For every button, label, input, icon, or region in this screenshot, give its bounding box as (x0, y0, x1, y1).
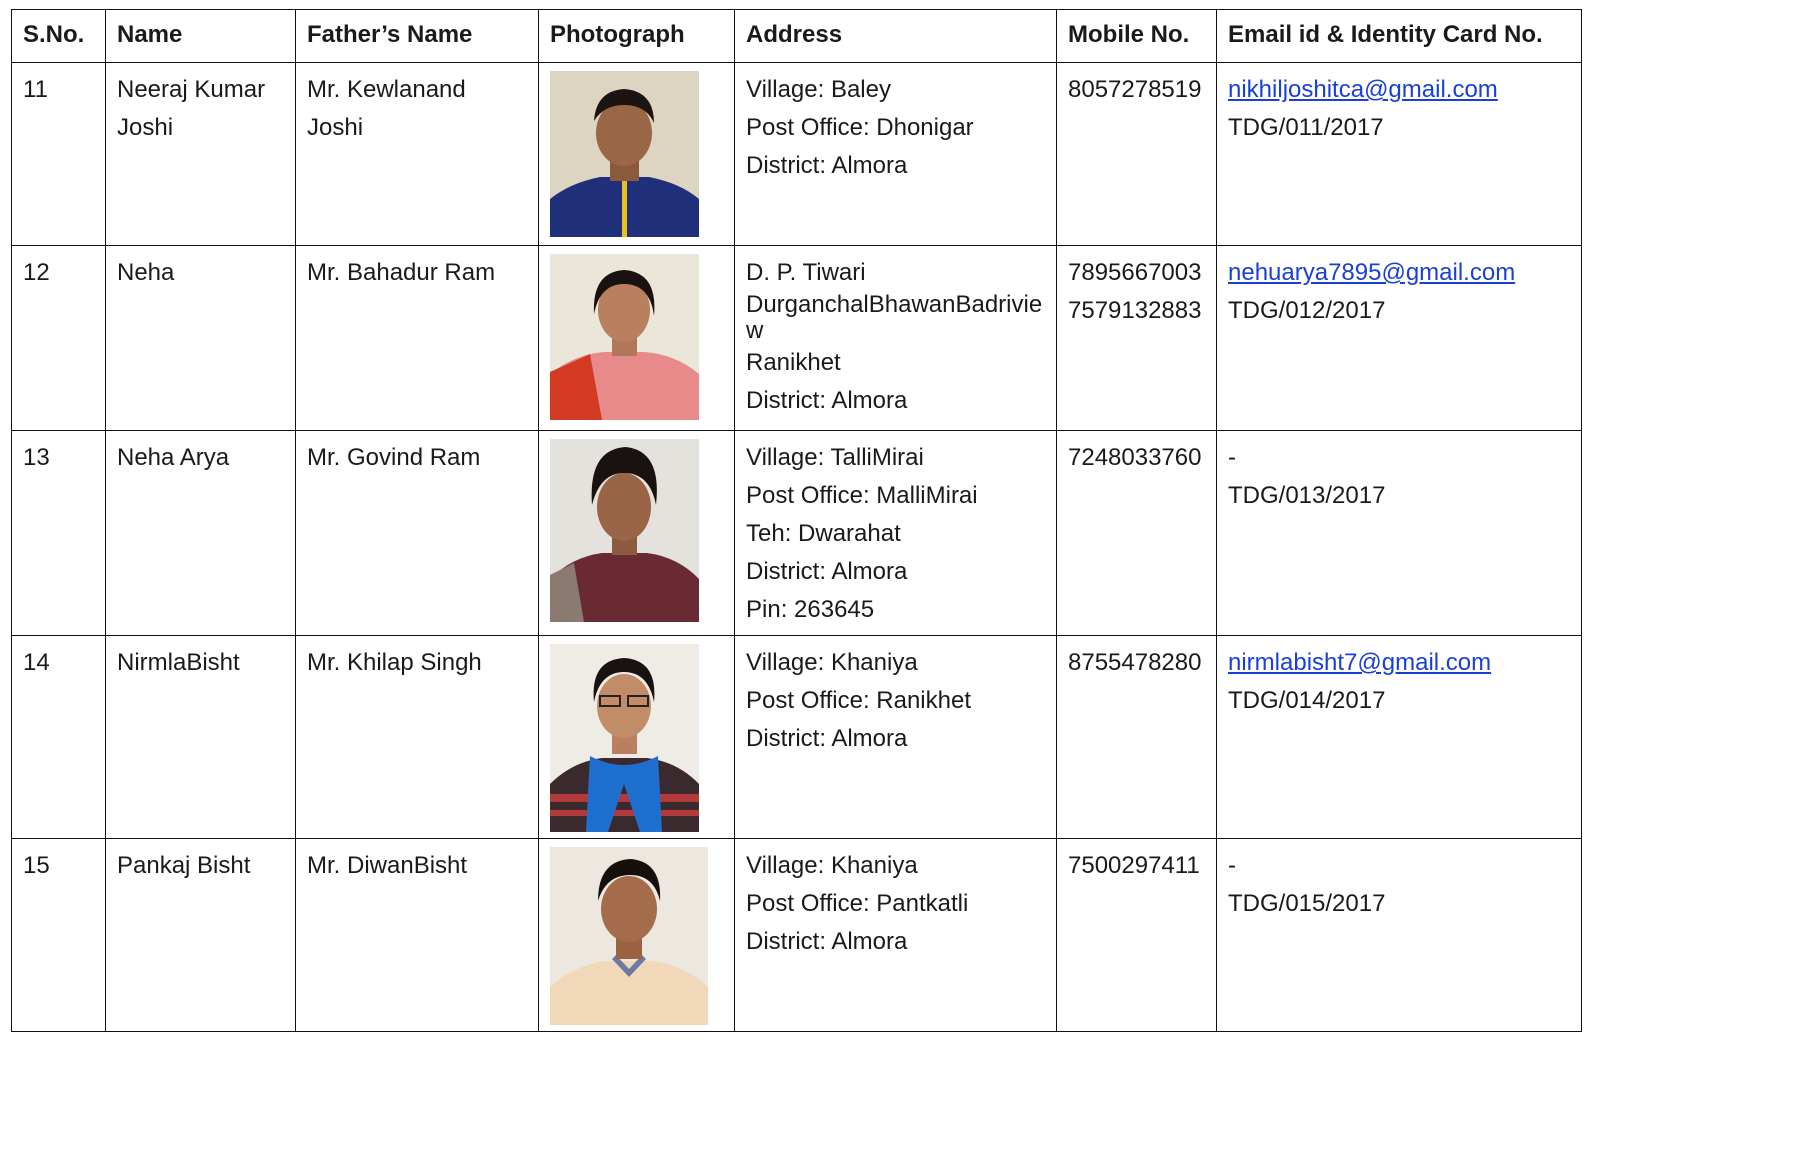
portrait-photo-icon (550, 71, 699, 237)
email-link[interactable]: nehuarya7895@gmail.com (1228, 259, 1516, 286)
cell-name (106, 636, 296, 839)
cell-father-name: Mr. Govind Ram (296, 431, 539, 636)
identity-card-number: TDG/011/2017 (1228, 114, 1384, 141)
cell-photograph (539, 431, 735, 636)
cell-father-name: Mr. Khilap Singh (296, 636, 539, 839)
cell-email-id-card (1217, 246, 1582, 431)
mobile-number: 8755478280 (1068, 649, 1202, 676)
email-link[interactable]: nikhiljoshitca@gmail.com (1228, 76, 1498, 103)
table-row (12, 636, 1582, 839)
cell-mobile (1057, 636, 1217, 839)
address-line: District: Almora (746, 387, 908, 414)
header-row (12, 10, 1582, 63)
portrait-photo-icon (550, 439, 699, 622)
cell-photograph (539, 839, 735, 1032)
header-photograph: Photograph (539, 10, 735, 63)
identity-card-number: TDG/015/2017 (1228, 890, 1386, 917)
mobile-number: 7895667003 (1068, 259, 1202, 286)
header-father-name: Father’s Name (296, 10, 539, 63)
cell-name (106, 431, 296, 636)
student-roster-table (11, 9, 1582, 1032)
address-line: Village: Khaniya (746, 852, 918, 879)
cell-mobile (1057, 246, 1217, 431)
cell-name (106, 246, 296, 431)
cell-address (735, 63, 1057, 246)
address-line: Ranikhet (746, 349, 841, 376)
cell-address (735, 431, 1057, 636)
cell-mobile (1057, 431, 1217, 636)
address-line: Post Office: MalliMirai (746, 482, 978, 509)
name-line: Pankaj Bisht (117, 852, 251, 879)
cell-photograph (539, 63, 735, 246)
address-line: District: Almora (746, 152, 908, 179)
cell-name (106, 839, 296, 1032)
address-line: District: Almora (746, 558, 908, 585)
cell-email-id-card (1217, 63, 1582, 246)
header-name: Name (106, 10, 296, 63)
cell-father-name: Mr. DiwanBisht (296, 839, 539, 1032)
portrait-photo-icon (550, 847, 708, 1025)
portrait-photo-icon (550, 644, 699, 832)
identity-card-number: TDG/012/2017 (1228, 297, 1386, 324)
cell-photograph (539, 246, 735, 431)
cell-sno: 12 (12, 246, 106, 431)
cell-mobile (1057, 63, 1217, 246)
address-line: D. P. Tiwari (746, 259, 866, 286)
portrait-photo-icon (550, 254, 699, 420)
address-line: Village: Khaniya (746, 649, 918, 676)
cell-email-id-card (1217, 431, 1582, 636)
cell-father-name: Mr. Kewlanand Joshi (296, 63, 539, 246)
email-empty: - (1228, 852, 1236, 879)
header-mobile: Mobile No. (1057, 10, 1217, 63)
address-line: Post Office: Ranikhet (746, 687, 971, 714)
address-line: Post Office: Pantkatli (746, 890, 969, 917)
address-line: District: Almora (746, 928, 908, 955)
identity-card-number: TDG/013/2017 (1228, 482, 1386, 509)
cell-father-name: Mr. Bahadur Ram (296, 246, 539, 431)
address-line: Teh: Dwarahat (746, 520, 901, 547)
table-row (12, 839, 1582, 1032)
mobile-number: 7579132883 (1068, 297, 1202, 324)
address-line: Pin: 263645 (746, 596, 875, 623)
table-row (12, 246, 1582, 431)
name-line: Neha Arya (117, 444, 230, 471)
email-link[interactable]: nirmlabisht7@gmail.com (1228, 649, 1492, 676)
cell-sno: 14 (12, 636, 106, 839)
cell-email-id-card (1217, 636, 1582, 839)
identity-card-number: TDG/014/2017 (1228, 687, 1386, 714)
name-line: Neha (117, 259, 175, 286)
email-empty: - (1228, 444, 1236, 471)
name-line: Neeraj Kumar (117, 76, 266, 103)
header-email-id-card: Email id & Identity Card No. (1217, 10, 1582, 63)
address-line: Post Office: Dhonigar (746, 114, 974, 141)
mobile-number: 7500297411 (1068, 852, 1200, 879)
header-address: Address (735, 10, 1057, 63)
name-line: Joshi (117, 114, 174, 141)
address-line: District: Almora (746, 725, 908, 752)
header-sno: S.No. (12, 10, 106, 63)
mobile-number: 7248033760 (1068, 444, 1202, 471)
mobile-number: 8057278519 (1068, 76, 1202, 103)
cell-sno: 11 (12, 63, 106, 246)
cell-sno: 15 (12, 839, 106, 1032)
name-line: NirmlaBisht (117, 649, 240, 676)
cell-photograph (539, 636, 735, 839)
table-row (12, 431, 1582, 636)
cell-address (735, 246, 1057, 431)
cell-email-id-card (1217, 839, 1582, 1032)
table-row (12, 63, 1582, 246)
address-line: Village: TalliMirai (746, 444, 924, 471)
cell-sno: 13 (12, 431, 106, 636)
cell-mobile (1057, 839, 1217, 1032)
address-line: w (746, 317, 764, 344)
cell-address (735, 839, 1057, 1032)
address-line: DurganchalBhawanBadrivie (746, 291, 1043, 318)
cell-name (106, 63, 296, 246)
address-line: Village: Baley (746, 76, 891, 103)
cell-address (735, 636, 1057, 839)
